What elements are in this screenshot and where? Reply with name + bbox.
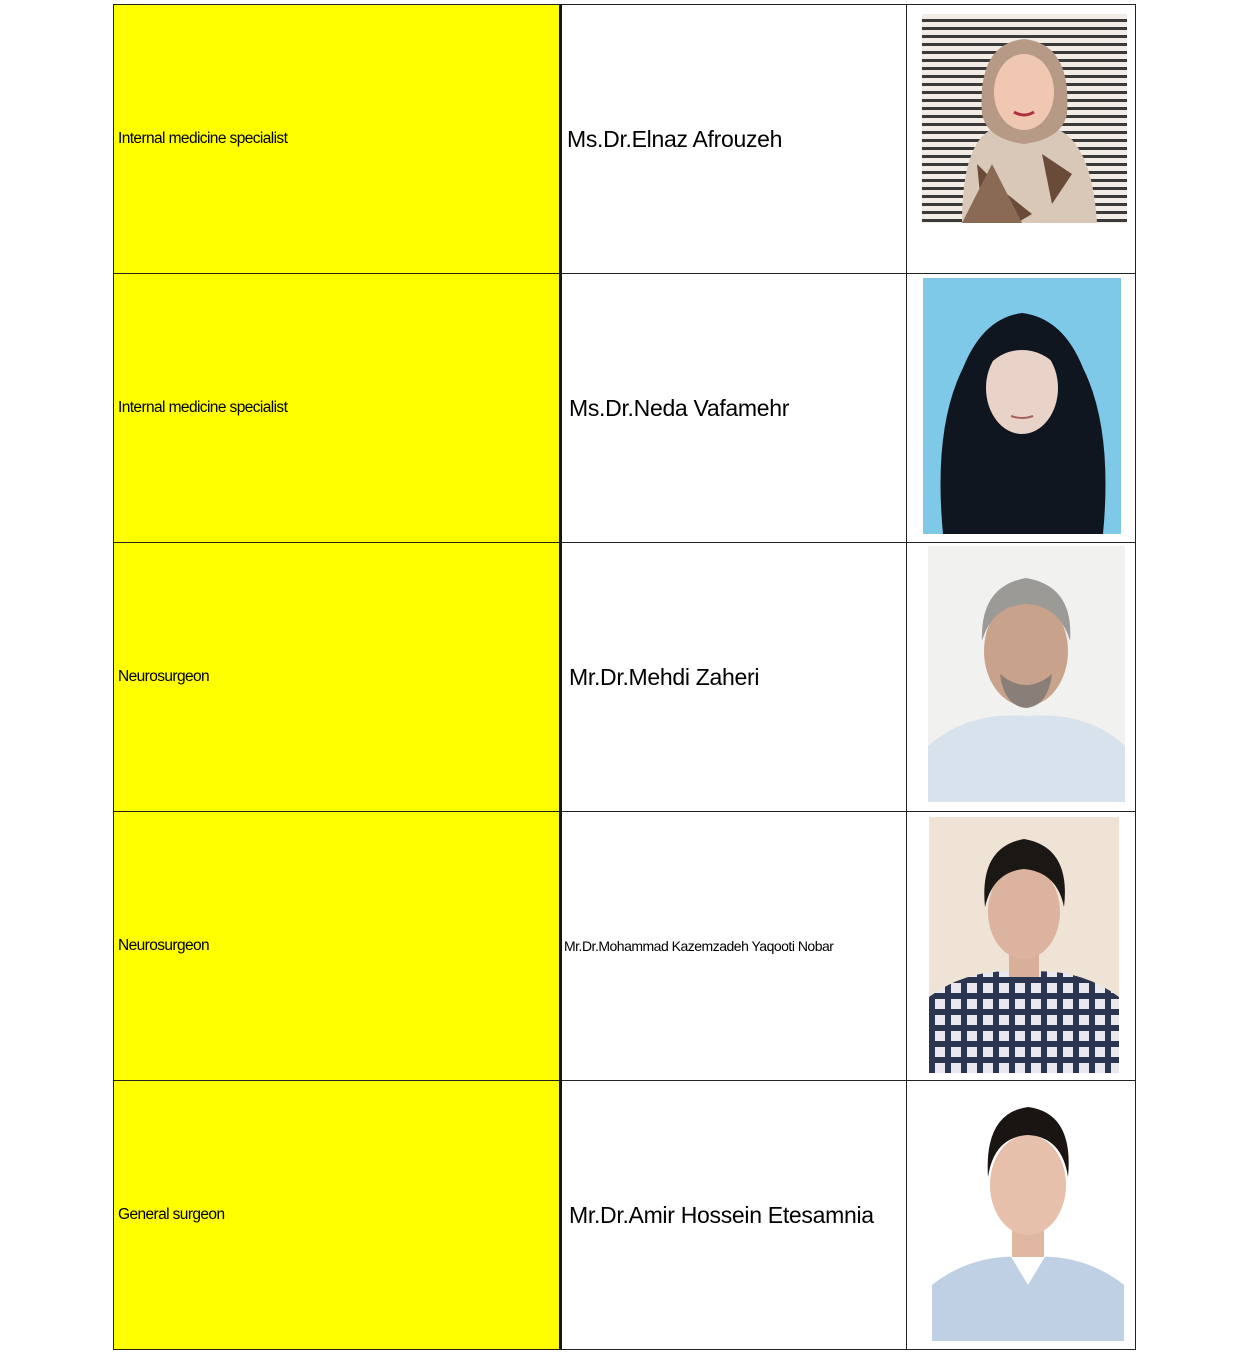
specialty-label: Neurosurgeon (118, 937, 210, 954)
table-row (114, 274, 1136, 543)
specialty-cell (114, 812, 561, 1081)
name-cell (561, 5, 907, 274)
doctor-name: Mr.Dr.Mohammad Kazemzadeh Yaqooti Nobar (564, 938, 834, 954)
photo-cell (907, 812, 1136, 1081)
specialty-label: Neurosurgeon (118, 668, 210, 685)
doctor-name: Ms.Dr.Elnaz Afrouzeh (567, 125, 783, 152)
name-cell (561, 812, 907, 1081)
specialty-cell (114, 1081, 561, 1350)
doctors-table (113, 4, 1136, 1350)
doctor-photo (923, 278, 1121, 534)
table-row (114, 1081, 1136, 1350)
photo-cell (907, 5, 1136, 274)
doctor-name: Ms.Dr.Neda Vafamehr (569, 394, 790, 421)
specialty-label: General surgeon (118, 1206, 225, 1223)
doctor-name: Mr.Dr.Mehdi Zaheri (569, 663, 760, 690)
doctor-name: Mr.Dr.Amir Hossein Etesamnia (569, 1201, 874, 1228)
specialty-cell (114, 5, 561, 274)
specialty-cell (114, 543, 561, 812)
photo-cell (907, 1081, 1136, 1350)
specialty-label: Internal medicine specialist (118, 399, 288, 416)
name-cell (561, 543, 907, 812)
table-row (114, 812, 1136, 1081)
specialty-cell (114, 274, 561, 543)
name-cell (561, 1081, 907, 1350)
photo-cell (907, 274, 1136, 543)
table-row (114, 543, 1136, 812)
doctor-photo (932, 1085, 1124, 1341)
doctor-photo (922, 14, 1127, 223)
photo-cell (907, 543, 1136, 812)
doctor-photo (928, 546, 1125, 802)
doctor-photo (929, 817, 1119, 1073)
name-cell (561, 274, 907, 543)
table-row (114, 5, 1136, 274)
specialty-label: Internal medicine specialist (118, 130, 288, 147)
